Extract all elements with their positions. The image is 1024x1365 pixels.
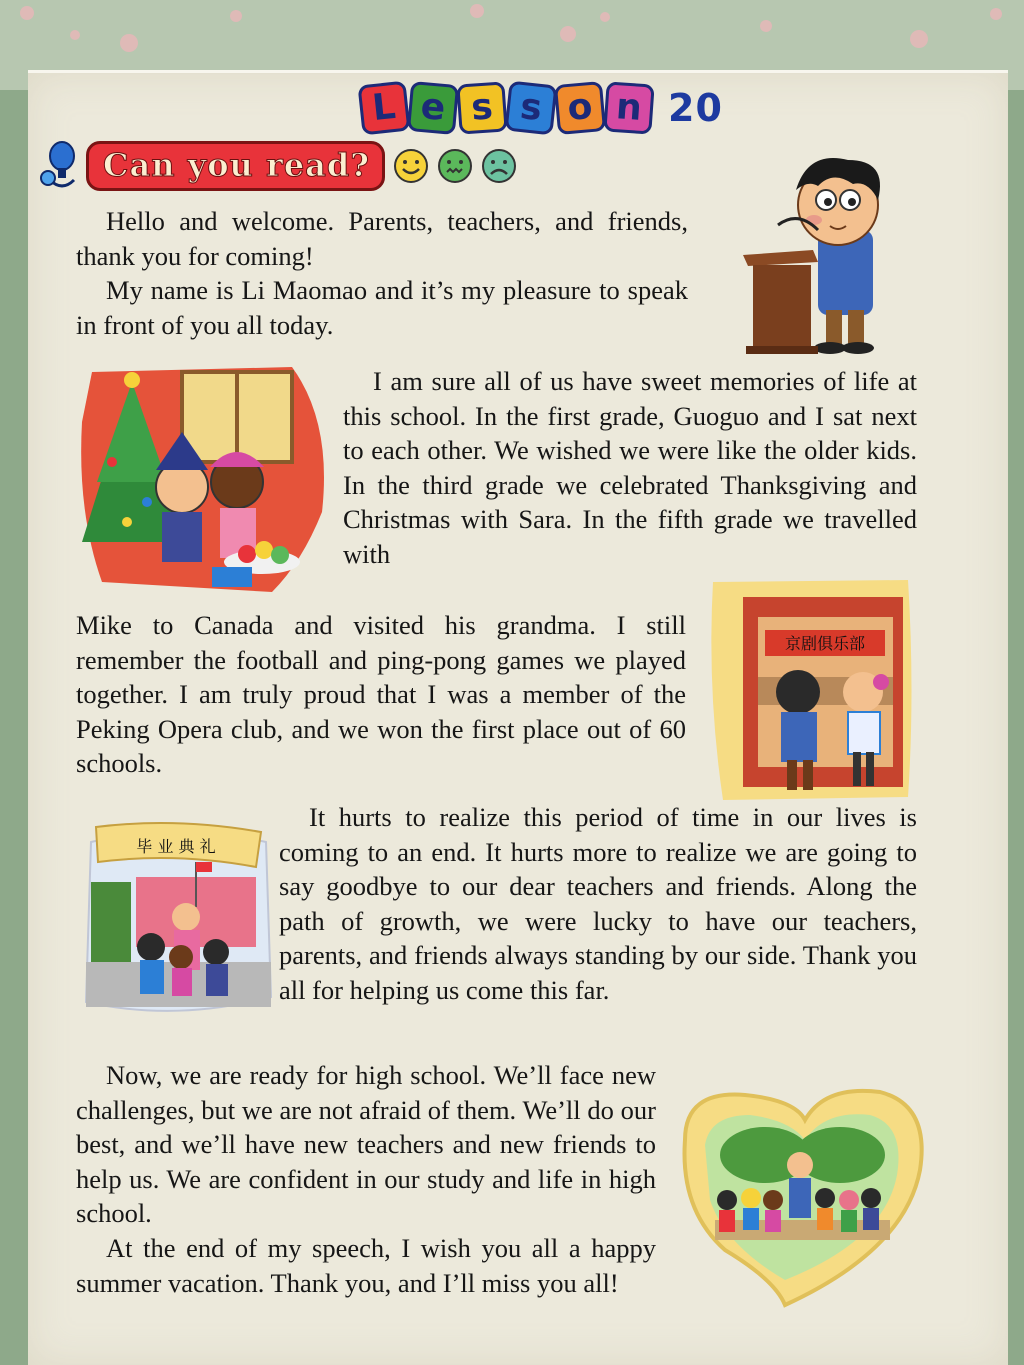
paragraph-introduction: My name is Li Maomao and it’s my pleasure to speak in front of you all today.	[76, 275, 688, 340]
smiley-sad-icon	[481, 148, 517, 184]
farewell-paragraph	[279, 800, 917, 1008]
memories-paragraph-top	[343, 364, 917, 572]
paragraph-farewell: It hurts to realize this period of time in our lives is coming to an end. It hurts more to realize we are going to say goodbye to our dear teachers and friends. Along the path of growth, we were lucky to have our teachers, parents, and friends always standing by our side. Thank you all for helping us come this far.	[279, 802, 917, 1005]
paragraph-closing: At the end of my speech, I wish you all a happy summer vacation. Thank you, and I’ll miss you all!	[76, 1232, 656, 1298]
paragraph-memories-part1: I am sure all of us have sweet memories of life at this school. In the first grade, Guoguo and I sat next to each other. We wished we were like the older kids. In the third grade we celebrated Thanksgiving and Christmas with Sara. In the fifth grade we travelled with	[343, 366, 917, 569]
lesson-number: 20	[668, 86, 723, 130]
lesson-letter: o	[554, 81, 606, 135]
lesson-heading	[360, 78, 723, 138]
lesson-letter: n	[603, 81, 654, 134]
smiley-happy-icon	[393, 148, 429, 184]
paragraph-memories-part2: Mike to Canada and visited his grandma. I still remember the football and ping-pong games we played together. I am truly proud that I was a member of the Peking Opera club, and we won the first place out of 60 schools.	[76, 610, 686, 779]
speaker-boy-illustration	[738, 150, 908, 355]
graduation-illustration	[76, 822, 276, 1017]
graduation-sign: 毕 业 典 礼	[136, 837, 216, 856]
intro-paragraphs	[76, 204, 688, 342]
lesson-letter: L	[358, 81, 411, 136]
class-group-illustration	[665, 1080, 935, 1320]
smiley-neutral-icon	[437, 148, 473, 184]
closing-paragraphs	[76, 1058, 656, 1300]
section-header	[40, 140, 517, 192]
paragraph-greeting: Hello and welcome. Parents, teachers, and friends, thank you for coming!	[76, 206, 688, 271]
memories-paragraph-bottom	[76, 608, 686, 781]
opera-club-sign: 京剧俱乐部	[784, 634, 866, 653]
opera-club-illustration	[703, 572, 918, 804]
lesson-letter: s	[505, 81, 558, 136]
microphone-icon	[40, 140, 80, 192]
section-title: Can you read?	[86, 141, 385, 191]
paragraph-high-school: Now, we are ready for high school. We’ll face new challenges, but we are not afraid of them. We’ll do our best, and we’ll have new teachers and new friends to help us. We are confident in our study and life in high school.	[76, 1060, 656, 1229]
christmas-scene-illustration	[72, 362, 337, 602]
lesson-letter: e	[407, 81, 459, 135]
lesson-letter: s	[456, 81, 507, 134]
